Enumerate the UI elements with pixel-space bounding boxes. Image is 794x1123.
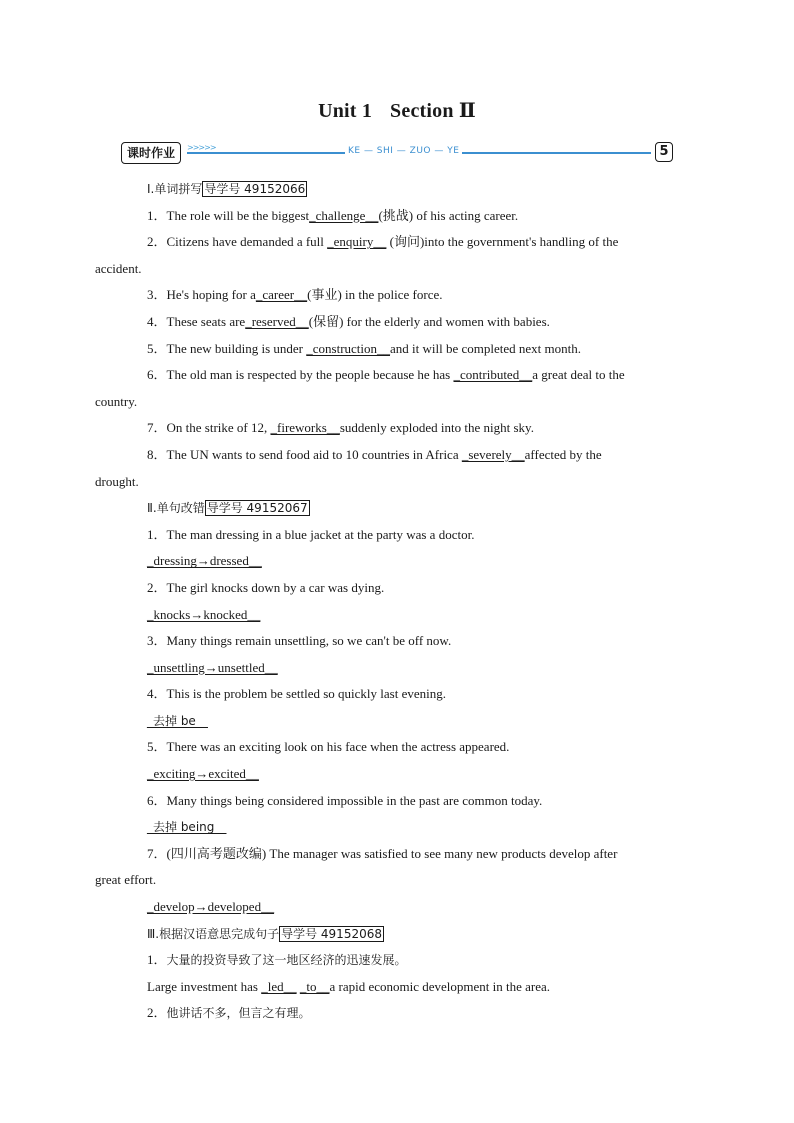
question: 6．The old man is respected by the people because he has _contributed__a great deal to the country.	[95, 367, 625, 409]
question: 2．他讲话不多，但言之有理。	[147, 1005, 311, 1021]
answer: _dressing→dressed__	[147, 553, 262, 569]
answer-row	[121, 894, 675, 921]
answer: _fireworks__	[270, 420, 340, 436]
answer: _challenge__	[309, 207, 379, 223]
section-heading: Ⅲ.根据汉语意思完成句子 导学号 49152068	[147, 926, 382, 941]
answer: _career__	[255, 287, 308, 303]
question: 7．On the strike of 12, _fireworks__suddenly exploded into the night sky.	[147, 420, 534, 436]
banner-arrows: >>>>>	[187, 143, 216, 152]
question: 5．There was an exciting look on his face when the actress appeared.	[147, 739, 510, 755]
banner-pinyin: KE — SHI — ZUO — YE	[345, 146, 462, 156]
section-heading: Ⅱ.单句改错 导学号 49152067	[147, 501, 308, 516]
answer-row	[121, 708, 675, 735]
question: 1．The man dressing in a blue jacket at the party was a doctor.	[147, 526, 475, 542]
answer: _led__	[261, 978, 297, 994]
study-code: 导学号 49152067	[206, 501, 308, 516]
section-heading: Ⅰ.单词拼写 导学号 49152066	[147, 182, 306, 196]
question: 2．The girl knocks down by a car was dying.	[147, 579, 385, 595]
answer-row: Large investment has _led__ _to__a rapid economic development in the area.	[147, 978, 551, 994]
answer: _unsettling→unsettled__	[147, 659, 278, 675]
question: 7．(四川高考题改编) The manager was satisfied to see many new products develop after great effort.	[95, 845, 618, 888]
answer: _exciting→excited__	[147, 766, 259, 782]
question: 1．The role will be the biggest_challenge__(挑战) of his acting career.	[147, 207, 519, 223]
answer: _knocks→knocked__	[147, 606, 261, 622]
answer-row	[121, 548, 675, 575]
question: 1．大量的投资导致了这一地区经济的迅速发展。	[147, 952, 407, 968]
answer: _去掉 be__	[147, 713, 208, 728]
question: 5．The new building is under _construction__and it will be completed next month.	[147, 340, 582, 356]
answer: _enquiry__	[327, 234, 387, 250]
answer: _to__	[299, 978, 330, 994]
answer: _reserved__	[245, 313, 309, 329]
question: 4．These seats are_reserved__(保留) for the elderly and women with babies.	[147, 313, 550, 329]
homework-banner	[121, 140, 675, 166]
answer: _去掉 being__	[147, 820, 227, 835]
study-code: 导学号 49152066	[204, 182, 306, 196]
question: 2．Citizens have demanded a full _enquiry__ (询问)into the government's handling of the accident.	[95, 234, 619, 276]
answer-row	[121, 602, 675, 629]
unit-title: Unit 1	[318, 100, 373, 122]
question: 8．The UN wants to send food aid to 10 countries in Africa _severely__affected by the drought.	[95, 446, 602, 489]
answer: _severely__	[461, 446, 525, 462]
banner-number: 5	[655, 142, 673, 162]
answer-row	[121, 761, 675, 788]
section-title: Section Ⅱ	[390, 100, 476, 122]
question: 6．Many things being considered impossible in the past are common today.	[147, 792, 543, 808]
question: 3．Many things remain unsettling, so we can't be off now.	[147, 633, 452, 649]
answer: _contributed__	[453, 367, 533, 383]
banner-label: 课时作业	[121, 142, 181, 164]
question: 4．This is the problem be settled so quickly last evening.	[147, 686, 446, 702]
study-code: 导学号 49152068	[281, 926, 382, 941]
answer: _develop→developed__	[147, 899, 275, 915]
question: 3．He's hoping for a_career__(事业) in the police force.	[147, 287, 443, 303]
answer: _construction__	[306, 340, 391, 356]
page-title	[0, 98, 794, 123]
exercise-content	[95, 176, 675, 1027]
answer-row	[121, 814, 675, 841]
answer-row	[121, 655, 675, 682]
